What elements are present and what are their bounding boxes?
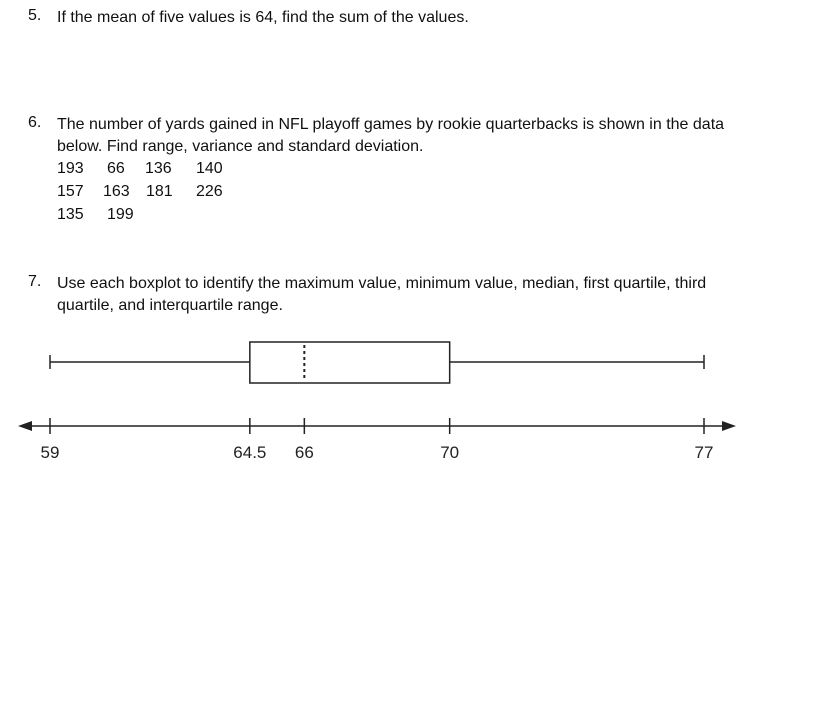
tick-label: 70 — [440, 443, 460, 462]
data-value: 140 — [196, 160, 223, 177]
data-value: 135 — [57, 206, 84, 223]
problem-6-number: 6. — [28, 114, 42, 131]
tick-label: 66 — [294, 443, 314, 462]
problem-5-number: 5. — [28, 7, 42, 24]
tick-label: 77 — [694, 443, 714, 462]
data-value: 226 — [196, 183, 223, 200]
data-value: 163 — [103, 183, 130, 200]
problem-6-text: The number of yards gained in NFL playoff games by rookie quarterbacks is shown in the data below. Find range, variance and standard deviation. — [57, 116, 725, 155]
data-value: 199 — [107, 206, 134, 223]
problem-7-text: Use each boxplot to identify the maximum value, minimum value, median, first quartile, third quartile, and interquartile range. — [57, 275, 707, 314]
data-value: 181 — [146, 183, 173, 200]
tick-label: 64.5 — [233, 443, 267, 462]
data-value: 66 — [107, 160, 125, 177]
data-value: 157 — [57, 183, 84, 200]
problem-5-text: If the mean of five values is 64, find the sum of the values. — [57, 9, 469, 26]
data-value: 193 — [57, 160, 84, 177]
boxplot-chart — [0, 330, 760, 470]
data-value: 136 — [145, 160, 172, 177]
problem-7-number: 7. — [28, 273, 42, 290]
iqr-box — [250, 342, 450, 383]
tick-label: 59 — [40, 443, 60, 462]
right-arrow — [722, 421, 736, 431]
left-arrow — [18, 421, 32, 431]
